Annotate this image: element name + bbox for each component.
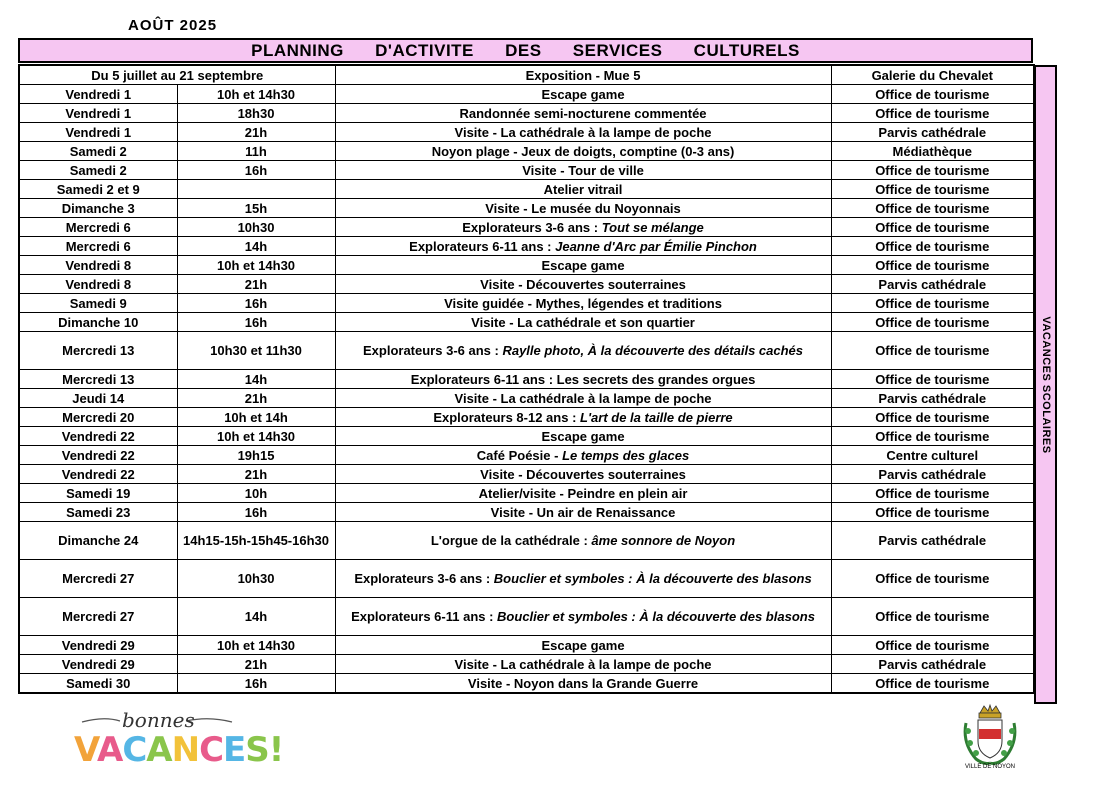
time-cell: 21h bbox=[177, 465, 335, 484]
logo-letter: A bbox=[97, 730, 123, 770]
place-cell: Parvis cathédrale bbox=[831, 655, 1034, 674]
table-row bbox=[19, 313, 1034, 332]
crest-caption: VILLE DE NOYON bbox=[964, 764, 1015, 770]
time-cell: 21h bbox=[177, 275, 335, 294]
place-cell: Office de tourisme bbox=[831, 332, 1034, 370]
place-cell: Galerie du Chevalet bbox=[831, 65, 1034, 85]
time-cell: 16h bbox=[177, 294, 335, 313]
activity-cell bbox=[335, 446, 831, 465]
activity-text: Explorateurs 8-12 ans : bbox=[433, 409, 581, 425]
table-row bbox=[19, 180, 1034, 199]
activity-text: Noyon plage - Jeux de doigts, comptine (0-3 ans) bbox=[431, 143, 735, 159]
time-cell: 16h bbox=[177, 161, 335, 180]
date-cell: Vendredi 22 bbox=[19, 427, 177, 446]
table-row bbox=[19, 465, 1034, 484]
activity-cell bbox=[335, 275, 831, 294]
place-cell: Office de tourisme bbox=[831, 85, 1034, 104]
activity-title-italic: Raylle photo, À la découverte des détails cachés bbox=[502, 343, 804, 358]
school-holidays-sidebar bbox=[1034, 65, 1057, 704]
place-cell: Parvis cathédrale bbox=[831, 522, 1034, 560]
table-row bbox=[19, 237, 1034, 256]
time-cell: 21h bbox=[177, 123, 335, 142]
time-cell: 14h bbox=[177, 237, 335, 256]
activity-text: L'orgue de la cathédrale : bbox=[430, 533, 592, 548]
place-cell: Office de tourisme bbox=[831, 503, 1034, 522]
date-cell: Jeudi 14 bbox=[19, 389, 177, 408]
table-row bbox=[19, 199, 1034, 218]
time-cell: 11h bbox=[177, 142, 335, 161]
time-cell: 21h bbox=[177, 389, 335, 408]
place-cell: Parvis cathédrale bbox=[831, 123, 1034, 142]
activity-text: Explorateurs 3-6 ans : bbox=[354, 571, 494, 586]
bonnes-vacances-logo bbox=[74, 708, 284, 772]
time-cell: 16h bbox=[177, 503, 335, 522]
activity-text: Visite - Un air de Renaissance bbox=[490, 504, 676, 520]
activity-title-italic: Bouclier et symboles : À la découverte des blasons bbox=[497, 609, 815, 624]
date-cell: Vendredi 1 bbox=[19, 123, 177, 142]
activity-cell bbox=[335, 427, 831, 446]
activity-cell bbox=[335, 503, 831, 522]
activity-cell bbox=[335, 408, 831, 427]
activity-cell bbox=[335, 313, 831, 332]
activity-cell bbox=[335, 180, 831, 199]
activity-cell bbox=[335, 142, 831, 161]
activity-cell bbox=[335, 123, 831, 142]
activity-text: Visite - Noyon dans la Grande Guerre bbox=[467, 675, 699, 691]
date-cell: Vendredi 22 bbox=[19, 446, 177, 465]
time-cell bbox=[177, 180, 335, 199]
date-cell: Samedi 2 et 9 bbox=[19, 180, 177, 199]
place-cell: Office de tourisme bbox=[831, 218, 1034, 237]
place-cell: Office de tourisme bbox=[831, 598, 1034, 636]
logo-letter: S! bbox=[245, 730, 284, 770]
table-row bbox=[19, 123, 1034, 142]
place-cell: Office de tourisme bbox=[831, 237, 1034, 256]
table-row bbox=[19, 161, 1034, 180]
activity-cell bbox=[335, 655, 831, 674]
place-cell: Centre culturel bbox=[831, 446, 1034, 465]
table-row bbox=[19, 408, 1034, 427]
table-row bbox=[19, 65, 1034, 85]
activity-cell bbox=[335, 256, 831, 275]
time-cell: 10h30 bbox=[177, 218, 335, 237]
table-row bbox=[19, 218, 1034, 237]
date-cell: Dimanche 3 bbox=[19, 199, 177, 218]
date-cell: Samedi 2 bbox=[19, 161, 177, 180]
activity-text: Café Poésie - bbox=[476, 447, 563, 463]
activity-text: Atelier/visite - Peindre en plein air bbox=[478, 485, 688, 501]
activity-text: Explorateurs 6-11 ans : bbox=[351, 609, 498, 624]
time-cell: 10h bbox=[177, 484, 335, 503]
date-cell: Du 5 juillet au 21 septembre bbox=[19, 65, 335, 85]
activity-cell bbox=[335, 389, 831, 408]
activity-text: Visite guidée - Mythes, légendes et traditions bbox=[444, 295, 722, 311]
activity-text: Exposition - Mue 5 bbox=[525, 67, 641, 83]
activity-title-italic: Tout se mélange bbox=[601, 219, 704, 235]
place-cell: Office de tourisme bbox=[831, 104, 1034, 123]
date-cell: Mercredi 27 bbox=[19, 598, 177, 636]
date-cell: Samedi 19 bbox=[19, 484, 177, 503]
activity-cell bbox=[335, 218, 831, 237]
date-cell: Vendredi 22 bbox=[19, 465, 177, 484]
place-cell: Office de tourisme bbox=[831, 370, 1034, 389]
activity-text: Atelier vitrail bbox=[543, 181, 623, 197]
place-cell: Office de tourisme bbox=[831, 560, 1034, 598]
date-cell: Vendredi 29 bbox=[19, 636, 177, 655]
activity-text: Visite - Découvertes souterraines bbox=[480, 276, 686, 292]
logo-vacances-word bbox=[74, 730, 283, 770]
time-cell: 14h bbox=[177, 598, 335, 636]
table-row bbox=[19, 294, 1034, 313]
activity-text: Explorateurs 6-11 ans : bbox=[409, 238, 556, 254]
activity-text: Visite - La cathédrale et son quartier bbox=[471, 314, 695, 330]
date-cell: Samedi 23 bbox=[19, 503, 177, 522]
date-cell: Samedi 2 bbox=[19, 142, 177, 161]
date-cell: Dimanche 10 bbox=[19, 313, 177, 332]
activity-text: Visite - La cathédrale à la lampe de poche bbox=[454, 124, 712, 140]
time-cell: 10h et 14h30 bbox=[177, 427, 335, 446]
place-cell: Parvis cathédrale bbox=[831, 465, 1034, 484]
activity-cell bbox=[335, 332, 831, 370]
time-cell: 10h30 bbox=[177, 560, 335, 598]
table-row bbox=[19, 655, 1034, 674]
place-cell: Office de tourisme bbox=[831, 636, 1034, 655]
activity-text: Escape game bbox=[541, 637, 625, 653]
place-cell: Office de tourisme bbox=[831, 180, 1034, 199]
activity-cell bbox=[335, 104, 831, 123]
activity-text: Explorateurs 3-6 ans : bbox=[363, 343, 503, 358]
date-cell: Vendredi 1 bbox=[19, 85, 177, 104]
logo-script-text: bonnes bbox=[122, 708, 195, 732]
activity-cell bbox=[335, 674, 831, 694]
place-cell: Office de tourisme bbox=[831, 161, 1034, 180]
place-cell: Office de tourisme bbox=[831, 199, 1034, 218]
time-cell: 16h bbox=[177, 674, 335, 694]
activity-cell bbox=[335, 294, 831, 313]
activity-text: Escape game bbox=[541, 257, 625, 273]
date-cell: Dimanche 24 bbox=[19, 522, 177, 560]
table-row bbox=[19, 446, 1034, 465]
date-cell: Vendredi 1 bbox=[19, 104, 177, 123]
table-row bbox=[19, 503, 1034, 522]
activity-text: Visite - Découvertes souterraines bbox=[480, 466, 686, 482]
activity-text: Visite - Le musée du Noyonnais bbox=[485, 200, 681, 216]
activity-cell bbox=[335, 484, 831, 503]
activity-cell bbox=[335, 237, 831, 256]
table-row bbox=[19, 522, 1034, 560]
activity-title-italic: âme sonnore de Noyon bbox=[591, 533, 736, 548]
activity-text: Explorateurs 6-11 ans : Les secrets des grandes orgues bbox=[410, 371, 756, 387]
logo-letter: C bbox=[199, 730, 224, 770]
activity-title-italic: Jeanne d'Arc par Émilie Pinchon bbox=[555, 238, 757, 254]
table-row bbox=[19, 85, 1034, 104]
planning-title: PLANNING D'ACTIVITE DES SERVICES CULTURELS bbox=[18, 38, 1033, 63]
noyon-crest-icon bbox=[958, 703, 1022, 773]
table-row bbox=[19, 389, 1034, 408]
activity-title-italic: L'art de la taille de pierre bbox=[580, 409, 733, 425]
table-row bbox=[19, 275, 1034, 294]
place-cell: Office de tourisme bbox=[831, 427, 1034, 446]
activity-cell bbox=[335, 199, 831, 218]
table-row bbox=[19, 560, 1034, 598]
activity-text: Visite - La cathédrale à la lampe de poche bbox=[454, 656, 712, 672]
activity-text: Escape game bbox=[541, 86, 625, 102]
table-row bbox=[19, 636, 1034, 655]
logo-letter: V bbox=[74, 730, 98, 770]
place-cell: Office de tourisme bbox=[831, 256, 1034, 275]
activity-cell bbox=[335, 370, 831, 389]
month-heading: AOÛT 2025 bbox=[128, 17, 218, 34]
table-row bbox=[19, 142, 1034, 161]
place-cell: Office de tourisme bbox=[831, 484, 1034, 503]
date-cell: Mercredi 27 bbox=[19, 560, 177, 598]
activity-cell bbox=[335, 465, 831, 484]
activity-cell bbox=[335, 85, 831, 104]
place-cell: Parvis cathédrale bbox=[831, 389, 1034, 408]
activity-title-italic: Bouclier et symboles : À la découverte des blasons bbox=[493, 571, 812, 586]
logo-letter: A bbox=[146, 730, 172, 770]
table-row bbox=[19, 256, 1034, 275]
table-row bbox=[19, 332, 1034, 370]
activity-cell bbox=[335, 161, 831, 180]
activity-cell bbox=[335, 560, 831, 598]
activity-text: Visite - Tour de ville bbox=[522, 162, 644, 178]
date-cell: Vendredi 29 bbox=[19, 655, 177, 674]
logo-letter: E bbox=[223, 730, 246, 770]
date-cell: Mercredi 20 bbox=[19, 408, 177, 427]
date-cell: Mercredi 13 bbox=[19, 370, 177, 389]
activity-cell bbox=[335, 598, 831, 636]
place-cell: Office de tourisme bbox=[831, 408, 1034, 427]
time-cell: 18h30 bbox=[177, 104, 335, 123]
activity-text: Escape game bbox=[541, 428, 625, 444]
activity-text: Visite - La cathédrale à la lampe de poche bbox=[454, 390, 712, 406]
time-cell: 10h et 14h30 bbox=[177, 85, 335, 104]
place-cell: Parvis cathédrale bbox=[831, 275, 1034, 294]
activity-text: Randonnée semi-nocturene commentée bbox=[459, 105, 707, 121]
place-cell: Office de tourisme bbox=[831, 294, 1034, 313]
date-cell: Samedi 9 bbox=[19, 294, 177, 313]
place-cell: Office de tourisme bbox=[831, 674, 1034, 694]
date-cell: Vendredi 8 bbox=[19, 256, 177, 275]
table-row bbox=[19, 370, 1034, 389]
date-cell: Vendredi 8 bbox=[19, 275, 177, 294]
time-cell: 10h30 et 11h30 bbox=[177, 332, 335, 370]
activity-cell bbox=[335, 65, 831, 85]
time-cell: 10h et 14h30 bbox=[177, 256, 335, 275]
activity-text: Explorateurs 3-6 ans : bbox=[462, 219, 602, 235]
date-cell: Mercredi 6 bbox=[19, 237, 177, 256]
date-cell: Mercredi 13 bbox=[19, 332, 177, 370]
logo-letter: C bbox=[122, 730, 147, 770]
date-cell: Samedi 30 bbox=[19, 674, 177, 694]
activity-title-italic: Le temps des glaces bbox=[562, 447, 690, 463]
time-cell: 10h et 14h30 bbox=[177, 636, 335, 655]
activity-cell bbox=[335, 636, 831, 655]
table-row bbox=[19, 427, 1034, 446]
sidebar-label: VACANCES SCOLAIRES bbox=[1039, 315, 1052, 454]
activity-cell bbox=[335, 522, 831, 560]
time-cell: 10h et 14h bbox=[177, 408, 335, 427]
logo-letter: N bbox=[171, 730, 200, 770]
table-row bbox=[19, 598, 1034, 636]
place-cell: Office de tourisme bbox=[831, 313, 1034, 332]
time-cell: 15h bbox=[177, 199, 335, 218]
time-cell: 19h15 bbox=[177, 446, 335, 465]
time-cell: 16h bbox=[177, 313, 335, 332]
time-cell: 21h bbox=[177, 655, 335, 674]
planning-table bbox=[18, 64, 1035, 694]
time-cell: 14h bbox=[177, 370, 335, 389]
date-cell: Mercredi 6 bbox=[19, 218, 177, 237]
table-row bbox=[19, 484, 1034, 503]
table-row bbox=[19, 104, 1034, 123]
table-row bbox=[19, 674, 1034, 694]
time-cell: 14h15-15h-15h45-16h30 bbox=[177, 522, 335, 560]
place-cell: Médiathèque bbox=[831, 142, 1034, 161]
